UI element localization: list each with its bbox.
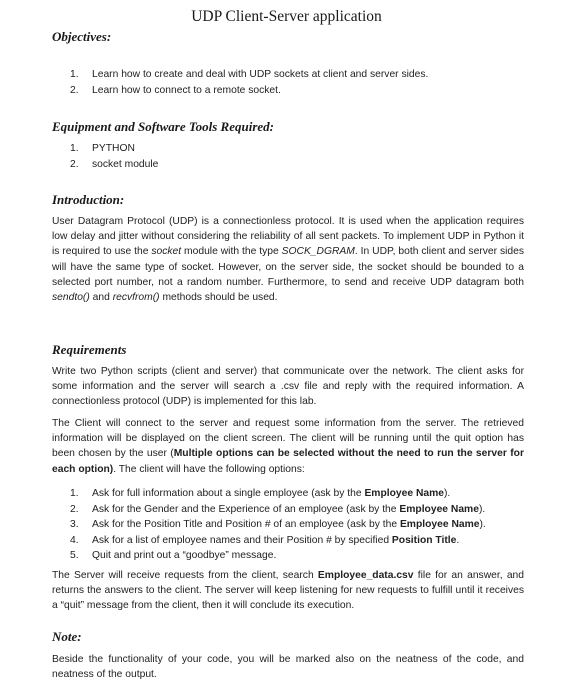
text-run: . bbox=[456, 534, 460, 546]
text-run: sendto() bbox=[52, 292, 90, 304]
list-item bbox=[70, 157, 158, 173]
text-run: . The client will have the following options: bbox=[113, 463, 305, 475]
text-run: ). bbox=[479, 519, 486, 530]
list-item bbox=[70, 83, 428, 99]
list-text: socket module bbox=[92, 158, 159, 170]
text-run: Ask for the Position Title and Position # of an employee (ask by the bbox=[92, 519, 400, 530]
text-run: Employee Name bbox=[399, 519, 480, 530]
document-title: UDP Client-Server application bbox=[191, 8, 382, 25]
list-item bbox=[70, 486, 486, 502]
client-options-list bbox=[70, 486, 486, 564]
list-item bbox=[70, 517, 486, 533]
list-number: 4. bbox=[70, 534, 79, 546]
equipment-heading: Equipment and Software Tools Required: bbox=[52, 119, 274, 134]
text-run: Employee Name bbox=[364, 488, 444, 499]
note-paragraph: Beside the functionality of your code, you will be marked also on the neatness of the code, and neatness of the output. bbox=[52, 654, 524, 681]
list-item bbox=[70, 141, 158, 157]
list-number: 2. bbox=[70, 503, 79, 515]
list-number: 3. bbox=[70, 519, 79, 530]
list-text: Learn how to create and deal with UDP sockets at client and server sides. bbox=[92, 69, 429, 80]
text-run: socket bbox=[151, 246, 182, 258]
text-run: User Datagram Protocol (UDP) is a connectionless protocol. It is used when the application requires low delay and jitter without considering the reliability of all sent packets. To implement UDP in Python it is required to use the bbox=[52, 216, 524, 258]
list-item bbox=[70, 67, 428, 83]
text-run: Employee Name bbox=[399, 503, 479, 515]
text-run: SOCK_DGRAM bbox=[281, 246, 355, 258]
list-text bbox=[92, 502, 485, 518]
requirements-paragraph-2 bbox=[52, 416, 524, 477]
requirements-paragraph-1: Write two Python scripts (client and server) that communicate over the network. The client asks for some information and the server will search a .csv file and reply with the required information. A connectionless protocol (UDP) is implemented for this lab. bbox=[52, 366, 524, 408]
text-run: methods should be used. bbox=[159, 292, 278, 304]
list-item bbox=[70, 502, 486, 518]
text-run: file for an answer, and returns the answers to the client. The server will keep listening for new requests to fulfill until it receives a “quit” message from the client, then it will conclude its execution. bbox=[52, 570, 525, 612]
list-text bbox=[92, 486, 450, 502]
list-number: 2. bbox=[70, 158, 79, 170]
list-item bbox=[70, 533, 486, 549]
list-number: 2. bbox=[70, 84, 79, 96]
introduction-paragraph bbox=[52, 214, 524, 305]
equipment-list bbox=[70, 141, 158, 172]
text-run: Employee_data.csv bbox=[317, 570, 414, 581]
objectives-heading: Objectives: bbox=[52, 29, 112, 44]
list-text: Learn how to connect to a remote socket. bbox=[92, 84, 281, 96]
objectives-list bbox=[70, 67, 428, 98]
list-item bbox=[70, 548, 486, 564]
text-run: ). bbox=[478, 503, 486, 515]
text-run: ). bbox=[444, 488, 451, 499]
text-run: The Server will receive requests from the client, search bbox=[52, 570, 318, 581]
text-run: . In UDP, both client and server sides will have the same type of socket. However, on the server side, the socket should be bounded to a selected port number, not a random number. Furthermore, to send and receive UDP datagram both bbox=[52, 246, 524, 288]
requirements-heading: Requirements bbox=[52, 342, 127, 357]
text-run: The Client will connect to the server and request some information from the server. The retrieved information will be displayed on the client screen. The client will be running until the quit option has been chosen by the user ( bbox=[52, 418, 524, 460]
list-text bbox=[92, 548, 276, 564]
list-number: 1. bbox=[70, 488, 79, 499]
list-number: 5. bbox=[70, 550, 79, 561]
list-text: PYTHON bbox=[92, 143, 135, 154]
text-run: module with the type bbox=[181, 246, 282, 258]
note-heading: Note: bbox=[52, 629, 82, 644]
requirements-paragraph-3 bbox=[52, 568, 524, 614]
text-run: Ask for full information about a single employee (ask by the bbox=[92, 488, 365, 499]
list-text bbox=[92, 517, 486, 533]
text-run: Quit and print out a “goodbye” message. bbox=[92, 550, 277, 561]
list-number: 1. bbox=[70, 69, 79, 80]
text-run: Ask for a list of employee names and their Position # by specified bbox=[92, 534, 392, 546]
list-text bbox=[92, 533, 459, 549]
text-run: and bbox=[89, 292, 113, 304]
text-run: Multiple options can be selected without the need to run the server for each option) bbox=[52, 448, 524, 475]
introduction-heading: Introduction: bbox=[52, 192, 125, 207]
text-run: recvfrom() bbox=[112, 292, 160, 304]
text-run: Ask for the Gender and the Experience of an employee (ask by the bbox=[92, 503, 400, 515]
list-number: 1. bbox=[70, 143, 79, 154]
text-run: Position Title bbox=[391, 534, 457, 546]
